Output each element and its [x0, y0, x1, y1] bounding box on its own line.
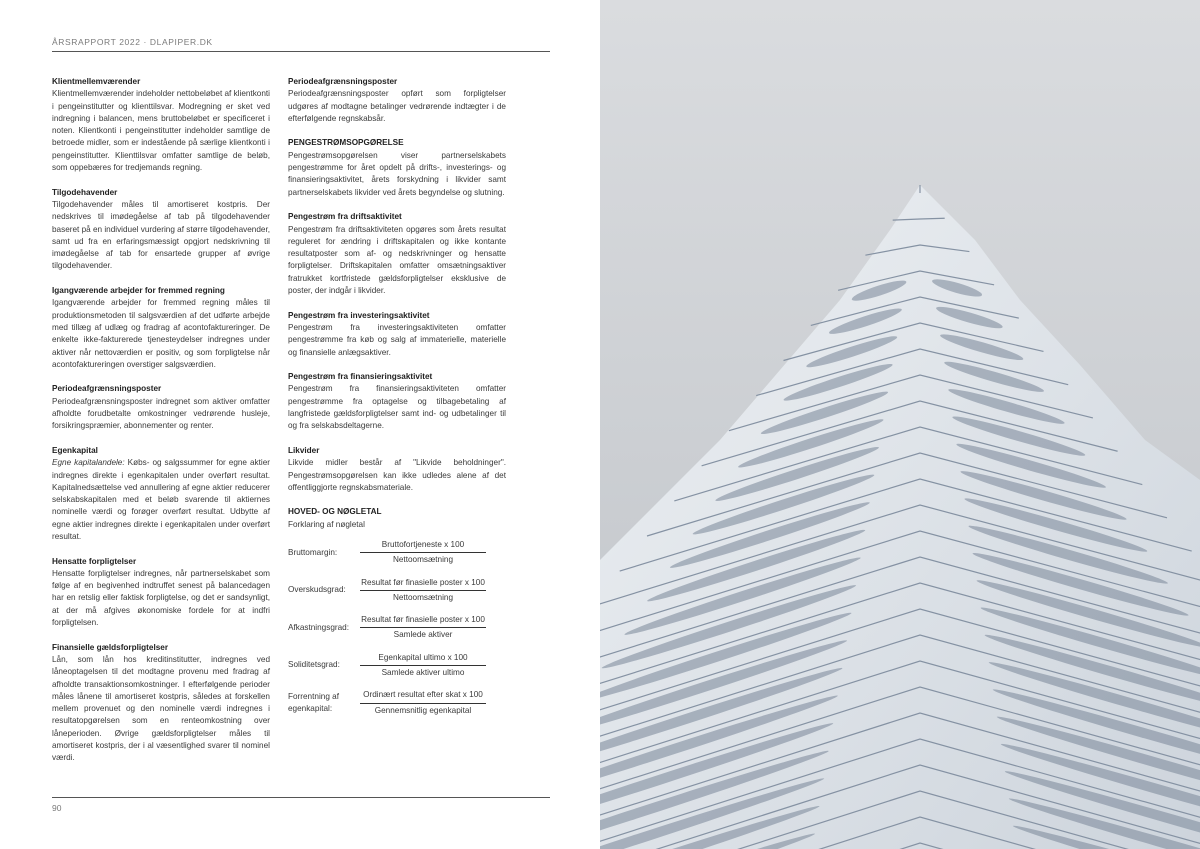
section-egenkapital: [52, 445, 270, 543]
section-body-text: Købs- og salgssummer for egne aktier indregnes direkte i egenkapitalen under overført resultat. Kapitalnedsættelse ved annullering af egne aktier reducerer selskabskapitalen med et beløb svarende til aktiernes nominelle værdi og forøger overført resultat. Udbytte af egne aktier indregnes direkte i egenkapitalen under overført resultat.: [52, 458, 270, 541]
formula-row: [288, 614, 506, 642]
formula-fraction: [360, 577, 486, 605]
formula-numerator: Egenkapital ultimo x 100: [360, 652, 486, 666]
section-heading: Finansielle gældsforpligtelser: [52, 642, 169, 652]
section-heading: Tilgodehavender: [52, 187, 118, 197]
section-igangvaerende-arbejder: [52, 285, 270, 371]
formula-label: Afkastningsgrad:: [288, 622, 349, 632]
section-tilgodehavender: [52, 187, 270, 273]
section-periodeafgraensningsposter-aktiver: [52, 383, 270, 432]
section-body: Klientmellemværender indeholder nettobeløbet af klientkonti i pengeinstitutter og klienttilsvar. Modregning er sket ved indregning i balancen, mens bruttobeløbet er specificeret i noten. Klientkonti i pengeinstitutter indeholder samtlige de betroede midler, som er indestående på særlige klientkonti i pengeinstitutter. Klienttilsvar omfatter samtlige de beløb, som oppebæres for tredjemands regning.: [52, 89, 271, 173]
formula-numerator: Resultat før finasielle poster x 100: [360, 614, 486, 628]
section-body: Tilgodehavender måles til amortiseret kostpris. Der nedskrives til imødegåelse af tab på tilgodehavender baseret på en individuel vurdering af større tilgodehavender, samt ud fra en erfaringsmæssigt opgjort nedskrivning til imødegåelse af tab for ensartede grupper af øvrige tilgodehavender.: [52, 199, 271, 271]
section-body: Pengestrøm fra investeringsaktiviteten omfatter pengestrømme fra køb og salg af immaterielle, materielle og finansielle anlægsaktiver.: [288, 322, 506, 357]
section-body: Pengestrøm fra finansieringsaktiviteten omfatter pengestrømme fra optagelse og tilbagebetaling af langfristede gældsforpligtelser samt ind- og udbetalinger til og fra selskabsdeltagerne.: [288, 384, 506, 431]
running-header: ÅRSRAPPORT 2022 · DLAPIPER.DK: [52, 37, 213, 47]
section-hensatte-forpligtelser: [52, 556, 270, 630]
formula-row: [288, 577, 506, 605]
header-rule: [52, 51, 550, 52]
section-heading: Pengestrøm fra driftsaktivitet: [288, 212, 402, 222]
footer-rule: [52, 797, 550, 798]
formula-label: Bruttomargin:: [288, 547, 338, 557]
section-heading: Hensatte forpligtelser: [52, 556, 137, 566]
right-column: [288, 76, 506, 729]
section-body: [52, 457, 270, 543]
section-subheading: Forklaring af nøgletal: [288, 519, 365, 529]
section-body: Pengestrømsopgørelsen viser partnerselskabets pengestrømme for året opdelt på drifts-, investerings- og finansieringsaktivitet, årets forskydning i likvider samt partnerselskabets likvider ved årets begyndelse og slutning.: [288, 150, 506, 197]
section-periodeafgraensningsposter-forpligtelser: [288, 76, 506, 125]
formula-fraction: [360, 614, 486, 642]
section-heading: PENGESTRØMSOPGØRELSE: [288, 138, 404, 148]
formula-denominator: Nettoomsætning: [392, 592, 454, 602]
formula-label: Forrentning af egenkapital:: [288, 691, 339, 714]
section-body: Hensatte forpligtelser indregnes, når partnerselskabet som følge af en begivenhed indtruffet senest på balancedagen har en retslig eller faktisk forpligtelse, og det er sandsynligt, at der må afgives økonomiske fordele for at indfri forpligtelsen.: [52, 568, 270, 628]
formula-denominator: Gennemsnitlig egenkapital: [374, 705, 472, 715]
formula-row: [288, 652, 506, 680]
formula-row: [288, 689, 506, 717]
page-number: 90: [52, 803, 62, 813]
formula-numerator: Ordinært resultat efter skat x 100: [360, 689, 486, 703]
section-pengestroemsopgoerelse: [288, 137, 506, 198]
section-heading: Likvider: [288, 445, 320, 455]
section-body: Periodeafgrænsningsposter opført som forpligtelser udgøres af modtagne betalinger vedrørende indtægter i de efterfølgende regnskabsår.: [288, 89, 506, 123]
section-body: Igangværende arbejder for fremmed regning måles til produktionsmetoden til salgsværdien af det udførte arbejde med tillæg af udlæg og fradrag af acontofaktureringer. De enkelte ikke-fakturerede tjenesteydelser indregnes under aktiver når nettoværdien er positiv, og som forpligtelse når acontofaktureringen overstiger salgsværdien.: [52, 298, 270, 369]
section-finansielle-gaeldsforpligtelser: [52, 642, 270, 765]
formula-fraction: [360, 539, 486, 567]
section-body: Lån, som lån hos kreditinstitutter, indregnes ved låneoptagelsen til det modtagne provenu med fradrag af afholdte transaktionsomkostninger. I efterfølgende perioder måles lånene til amortiseret kostpris, således at forskellen mellem provenuet og den nominelle værdi indregnes i resultatopgørelsen som en renteomkostning over låneperioden. Øvrige gældsforpligtelser måles til amortiseret kostpris, der i al væsentlighed svarer til nominel værdi.: [52, 654, 270, 763]
section-heading: Pengestrøm fra investeringsaktivitet: [288, 310, 430, 320]
section-body: Periodeafgrænsningsposter indregnet som aktiver omfatter afholdte forudbetalte omkostninger vedrørende husleje, forsikringspræmier, abonnementer og renter.: [52, 396, 270, 431]
left-column: [52, 76, 270, 777]
section-heading: HOVED- OG NØGLETAL: [288, 507, 382, 517]
section-heading: Pengestrøm fra finansieringsaktivitet: [288, 372, 433, 382]
section-heading: Egenkapital: [52, 445, 98, 455]
formula-denominator: Samlede aktiver ultimo: [381, 668, 465, 678]
formula-label: Soliditetsgrad:: [288, 660, 340, 670]
section-likvider: [288, 445, 506, 494]
formula-fraction: [360, 689, 486, 717]
formula-label: Overskudsgrad:: [288, 585, 346, 595]
section-heading: Igangværende arbejder for fremmed regning: [52, 286, 225, 296]
section-hoved-og-noegletal: [288, 506, 506, 717]
formula-numerator: Resultat før finasielle poster x 100: [360, 577, 486, 591]
section-body: Pengestrøm fra driftsaktiviteten opgøres som årets resultat reguleret for ændring i driftskapitalen og ikke kontante resultatposter som af- og nedskrivninger og hensatte forpligtelser. Driftskapitalen omfatter omsætningsaktiver fratrukket kortfristede gældsforpligtelser eksklusive de poster, der indgår i likvider.: [288, 224, 506, 296]
section-pengestroem-drift: [288, 211, 506, 297]
section-lead: Egne kapitalandele:: [52, 458, 125, 468]
formula-fraction: [360, 652, 486, 680]
formula-denominator: Nettoomsætning: [392, 555, 454, 565]
section-heading: Periodeafgrænsningsposter: [288, 77, 398, 86]
section-pengestroem-finansiering: [288, 371, 506, 432]
section-heading: Periodeafgrænsningsposter: [52, 384, 162, 394]
formula-row: [288, 539, 506, 567]
section-body: Likvide midler består af "Likvide beholdninger". Pengestrømsopgørelsen kan ikke udledes alene af det offentliggjorte regnskabsmateriale.: [288, 458, 506, 492]
formula-numerator: Bruttofortjeneste x 100: [360, 539, 486, 553]
formula-list: [288, 539, 506, 717]
section-klientmellemvaerender: [52, 76, 270, 174]
architecture-photo: [600, 0, 1200, 849]
section-pengestroem-investering: [288, 310, 506, 359]
section-heading: Klientmellemværender: [52, 77, 141, 86]
formula-denominator: Samlede aktiver: [393, 630, 453, 640]
